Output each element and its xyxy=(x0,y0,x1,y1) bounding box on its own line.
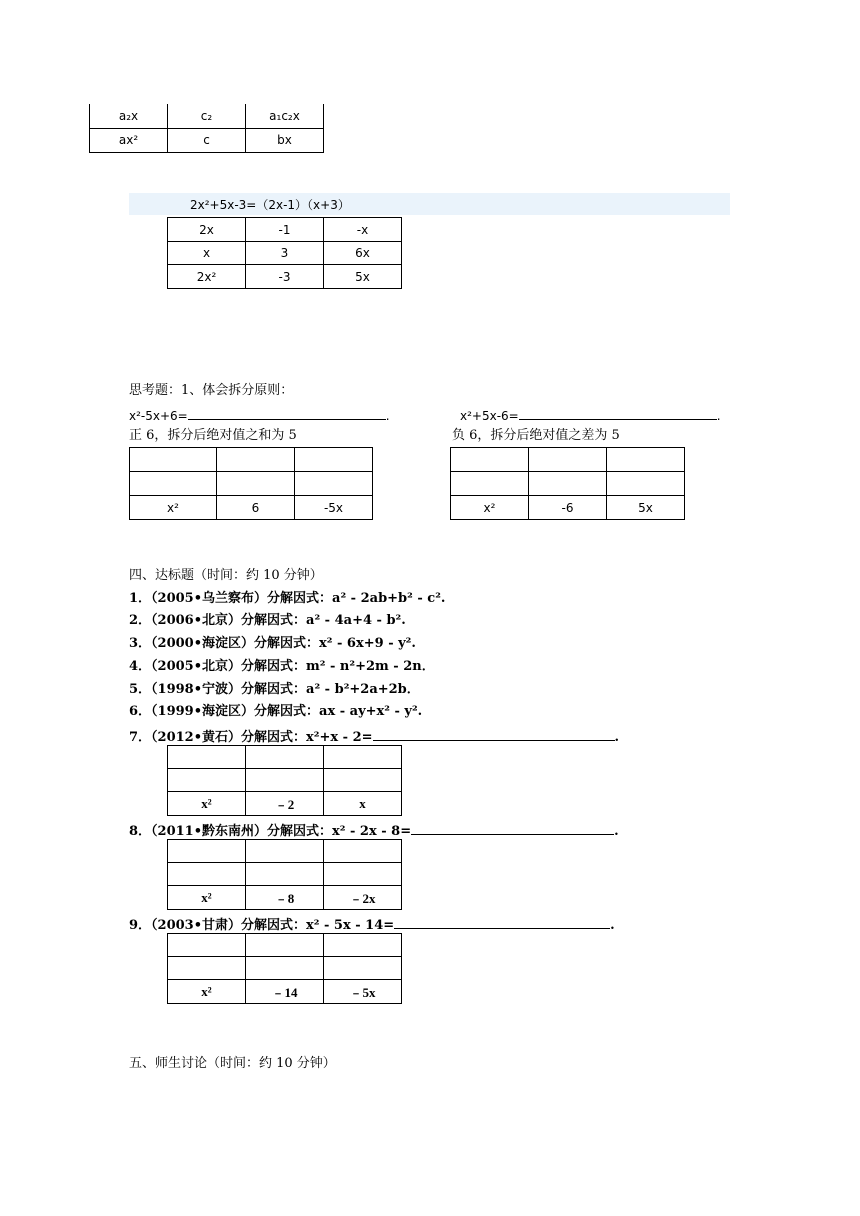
period: . xyxy=(610,918,615,933)
problem-3: 3．（2000•海淀区）分解因式：x² - 6x+9 - y². xyxy=(129,636,416,651)
cell xyxy=(324,840,402,863)
cell xyxy=(130,472,217,496)
cell xyxy=(324,934,402,957)
section4-heading: 四、达标题（时间：约 10 分钟） xyxy=(129,568,323,583)
cell: x xyxy=(324,792,402,816)
cell: -5x xyxy=(295,496,373,520)
problem-2: 2．（2006•北京）分解因式：a² - 4a+4 - b². xyxy=(129,613,406,628)
cell: ﹣5x xyxy=(324,980,402,1004)
cell: ax² xyxy=(90,128,168,152)
cell: 3 xyxy=(246,242,324,265)
q8-cross-table xyxy=(167,839,402,910)
cell: 2x² xyxy=(168,265,246,289)
cell: x² xyxy=(451,496,529,520)
think-left-note: 正 6，拆分后绝对值之和为 5 xyxy=(129,428,297,443)
cell xyxy=(324,746,402,769)
problem-9 xyxy=(129,914,615,935)
cell: -6 xyxy=(529,496,607,520)
cell xyxy=(217,472,295,496)
example-cross-table xyxy=(167,217,402,289)
q7-cross-table xyxy=(167,745,402,816)
cell: -1 xyxy=(246,218,324,242)
cell xyxy=(324,863,402,886)
think-left-table xyxy=(129,447,373,520)
cell xyxy=(607,448,685,472)
cell: a₁c₂x xyxy=(246,104,324,128)
period: . xyxy=(614,730,620,745)
cell xyxy=(130,448,217,472)
cell xyxy=(451,472,529,496)
cell: c xyxy=(168,128,246,152)
cell: ﹣14 xyxy=(246,980,324,1004)
q9-cross-table xyxy=(167,933,402,1004)
cell: 6 xyxy=(217,496,295,520)
cell xyxy=(324,957,402,980)
think-right-table xyxy=(450,447,685,520)
cell xyxy=(246,957,324,980)
problem-1: 1．（2005•乌兰察布）分解因式：a² - 2ab+b² - c². xyxy=(129,591,446,606)
expr: x²-5x+6= xyxy=(129,409,188,423)
answer-blank xyxy=(394,914,610,929)
cell: -3 xyxy=(246,265,324,289)
period: . xyxy=(716,409,721,423)
cell xyxy=(295,448,373,472)
cell xyxy=(529,472,607,496)
period: . xyxy=(385,409,390,423)
think-right-note: 负 6，拆分后绝对值之差为 5 xyxy=(452,428,620,443)
answer-blank xyxy=(519,405,717,420)
cell xyxy=(168,863,246,886)
cell xyxy=(168,840,246,863)
cell xyxy=(246,746,324,769)
cell: x xyxy=(168,242,246,265)
cell: x² xyxy=(168,792,246,816)
cell: -x xyxy=(324,218,402,242)
cell xyxy=(217,448,295,472)
section5-heading: 五、师生讨论（时间：约 10 分钟） xyxy=(129,1056,336,1071)
example-equation: 2x²+5x-3=（2x-1）（x+3） xyxy=(190,198,350,212)
think-right-expr xyxy=(460,405,721,425)
cell xyxy=(451,448,529,472)
cell xyxy=(168,746,246,769)
problem-4: 4．（2005•北京）分解因式：m² - n²+2m - 2n． xyxy=(129,659,435,674)
problem-text: 8．（2011•黔东南州）分解因式：x² - 2x - 8= xyxy=(129,824,412,839)
period: . xyxy=(614,824,619,839)
cell: a₂x xyxy=(90,104,168,128)
cell: ﹣2x xyxy=(324,886,402,910)
cell: x² xyxy=(130,496,217,520)
cell xyxy=(607,472,685,496)
cell xyxy=(246,769,324,792)
top-cross-table xyxy=(89,104,324,153)
cell: x² xyxy=(168,886,246,910)
cell xyxy=(295,472,373,496)
think-left-expr xyxy=(129,405,390,425)
cell xyxy=(246,934,324,957)
cell xyxy=(168,957,246,980)
cell: x² xyxy=(168,980,246,1004)
cell: c₂ xyxy=(168,104,246,128)
problem-8 xyxy=(129,820,619,841)
problem-7 xyxy=(129,726,619,747)
cell xyxy=(246,840,324,863)
think-heading: 思考题：1、体会拆分原则： xyxy=(129,383,294,398)
problem-text: 9．（2003•甘肃）分解因式：x² - 5x - 14= xyxy=(129,918,395,933)
problem-5: 5．（1998•宁波）分解因式：a² - b²+2a+2b． xyxy=(129,682,420,697)
cell: ﹣8 xyxy=(246,886,324,910)
answer-blank xyxy=(411,820,614,835)
cell xyxy=(168,769,246,792)
problem-text: 7．（2012•黄石）分解因式：x²+x - 2= xyxy=(129,730,373,745)
expr: x²+5x-6= xyxy=(460,409,519,423)
answer-blank xyxy=(188,405,386,420)
answer-blank xyxy=(373,726,615,741)
cell: 5x xyxy=(324,265,402,289)
cell: 6x xyxy=(324,242,402,265)
cell: ﹣2 xyxy=(246,792,324,816)
cell xyxy=(324,769,402,792)
cell xyxy=(246,863,324,886)
cell: bx xyxy=(246,128,324,152)
cell xyxy=(168,934,246,957)
cell xyxy=(529,448,607,472)
problem-6: 6．（1999•海淀区）分解因式：ax - ay+x² - y². xyxy=(129,704,423,719)
cell: 5x xyxy=(607,496,685,520)
cell: 2x xyxy=(168,218,246,242)
